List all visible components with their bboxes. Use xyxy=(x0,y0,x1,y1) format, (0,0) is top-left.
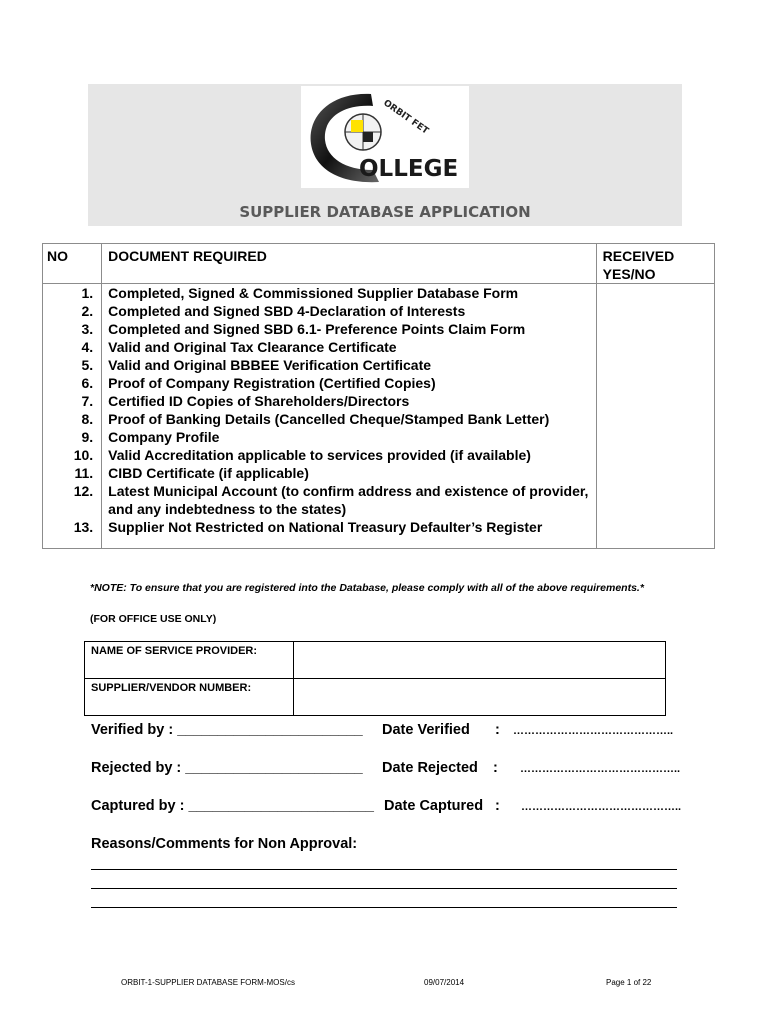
col-header-received: RECEIVED YES/NO xyxy=(596,244,714,284)
provider-name-label: NAME OF SERVICE PROVIDER: xyxy=(85,642,294,679)
date-verified-colon: : xyxy=(495,722,500,738)
date-rejected-label: Date Rejected xyxy=(382,760,478,776)
received-cell[interactable] xyxy=(596,446,714,464)
table-row: 4. Valid and Original Tax Clearance Certificate xyxy=(43,338,715,356)
college-logo-icon xyxy=(301,86,469,188)
table-row: 1. Completed, Signed & Commissioned Supplier Database Form xyxy=(43,284,715,303)
received-cell[interactable] xyxy=(596,338,714,356)
table-row: 8. Proof of Banking Details (Cancelled Cheque/Stamped Bank Letter) xyxy=(43,410,715,428)
verified-by-field[interactable]: Verified by : _______________________ xyxy=(91,722,363,738)
reasons-label: Reasons/Comments for Non Approval: xyxy=(91,836,358,852)
table-row: 5. Valid and Original BBBEE Verification Certificate xyxy=(43,356,715,374)
table-row xyxy=(85,642,666,679)
date-verified-label: Date Verified xyxy=(382,722,470,738)
documents-table-body xyxy=(43,284,715,549)
table-row: 2. Completed and Signed SBD 4-Declaration of Interests xyxy=(43,302,715,320)
received-cell[interactable] xyxy=(596,320,714,338)
footer-page-number: Page 1 of 22 xyxy=(606,978,652,987)
table-row: 9. Company Profile xyxy=(43,428,715,446)
office-use-table xyxy=(84,641,666,716)
documents-table xyxy=(42,243,715,549)
svg-text:ORBIT FET: ORBIT FET xyxy=(381,98,431,137)
received-cell[interactable] xyxy=(596,428,714,446)
rejected-by-field[interactable]: Rejected by : ______________________ xyxy=(91,760,363,776)
date-captured-label: Date Captured xyxy=(384,798,484,814)
date-verified-field[interactable]: …………………………………….. xyxy=(513,725,674,737)
table-row: 3. Completed and Signed SBD 6.1- Preference Points Claim Form xyxy=(43,320,715,338)
received-cell[interactable] xyxy=(596,302,714,320)
table-row: 6. Proof of Company Registration (Certified Copies) xyxy=(43,374,715,392)
received-cell[interactable] xyxy=(596,392,714,410)
vendor-number-label: SUPPLIER/VENDOR NUMBER: xyxy=(85,679,294,716)
table-row: 10. Valid Accreditation applicable to services provided (if available) xyxy=(43,446,715,464)
table-row xyxy=(85,679,666,716)
captured-by-field[interactable]: Captured by : _______________________ xyxy=(91,798,374,814)
table-row: 7. Certified ID Copies of Shareholders/Directors xyxy=(43,392,715,410)
reasons-line[interactable] xyxy=(91,869,677,870)
table-row: 11. CIBD Certificate (if applicable) xyxy=(43,464,715,482)
received-cell[interactable] xyxy=(596,518,714,549)
reasons-line[interactable] xyxy=(91,888,677,889)
received-cell[interactable] xyxy=(596,482,714,518)
footer-date: 09/07/2014 xyxy=(424,978,465,987)
received-cell[interactable] xyxy=(596,464,714,482)
date-rejected-colon: : xyxy=(493,760,498,776)
reasons-line[interactable] xyxy=(91,907,677,908)
col-header-document: DOCUMENT REQUIRED xyxy=(102,244,596,284)
received-cell[interactable] xyxy=(596,374,714,392)
svg-text:OLLEGE: OLLEGE xyxy=(359,156,459,182)
form-title: SUPPLIER DATABASE APPLICATION xyxy=(239,203,531,221)
received-cell[interactable] xyxy=(596,356,714,374)
vendor-number-field[interactable] xyxy=(294,679,666,716)
col-header-no: NO xyxy=(43,244,102,284)
office-use-label: (FOR OFFICE USE ONLY) xyxy=(90,613,217,625)
college-logo xyxy=(301,86,469,188)
received-cell[interactable] xyxy=(596,410,714,428)
table-row: 12. Latest Municipal Account (to confirm address and existence of provider, and any indebtedness to the states) xyxy=(43,482,715,518)
table-row: 13. Supplier Not Restricted on National Treasury Defaulter’s Register xyxy=(43,518,715,549)
received-cell[interactable] xyxy=(596,284,714,303)
footer-form-ref: ORBIT-1-SUPPLIER DATABASE FORM-MOS/cs xyxy=(121,978,295,987)
provider-name-field[interactable] xyxy=(294,642,666,679)
date-rejected-field[interactable]: …………………………………….. xyxy=(520,763,681,775)
date-captured-field[interactable]: …………………………………….. xyxy=(521,801,682,813)
compliance-note: *NOTE: To ensure that you are registered into the Database, please comply with all of the above requirements.* xyxy=(90,582,644,594)
date-captured-colon: : xyxy=(495,798,500,814)
